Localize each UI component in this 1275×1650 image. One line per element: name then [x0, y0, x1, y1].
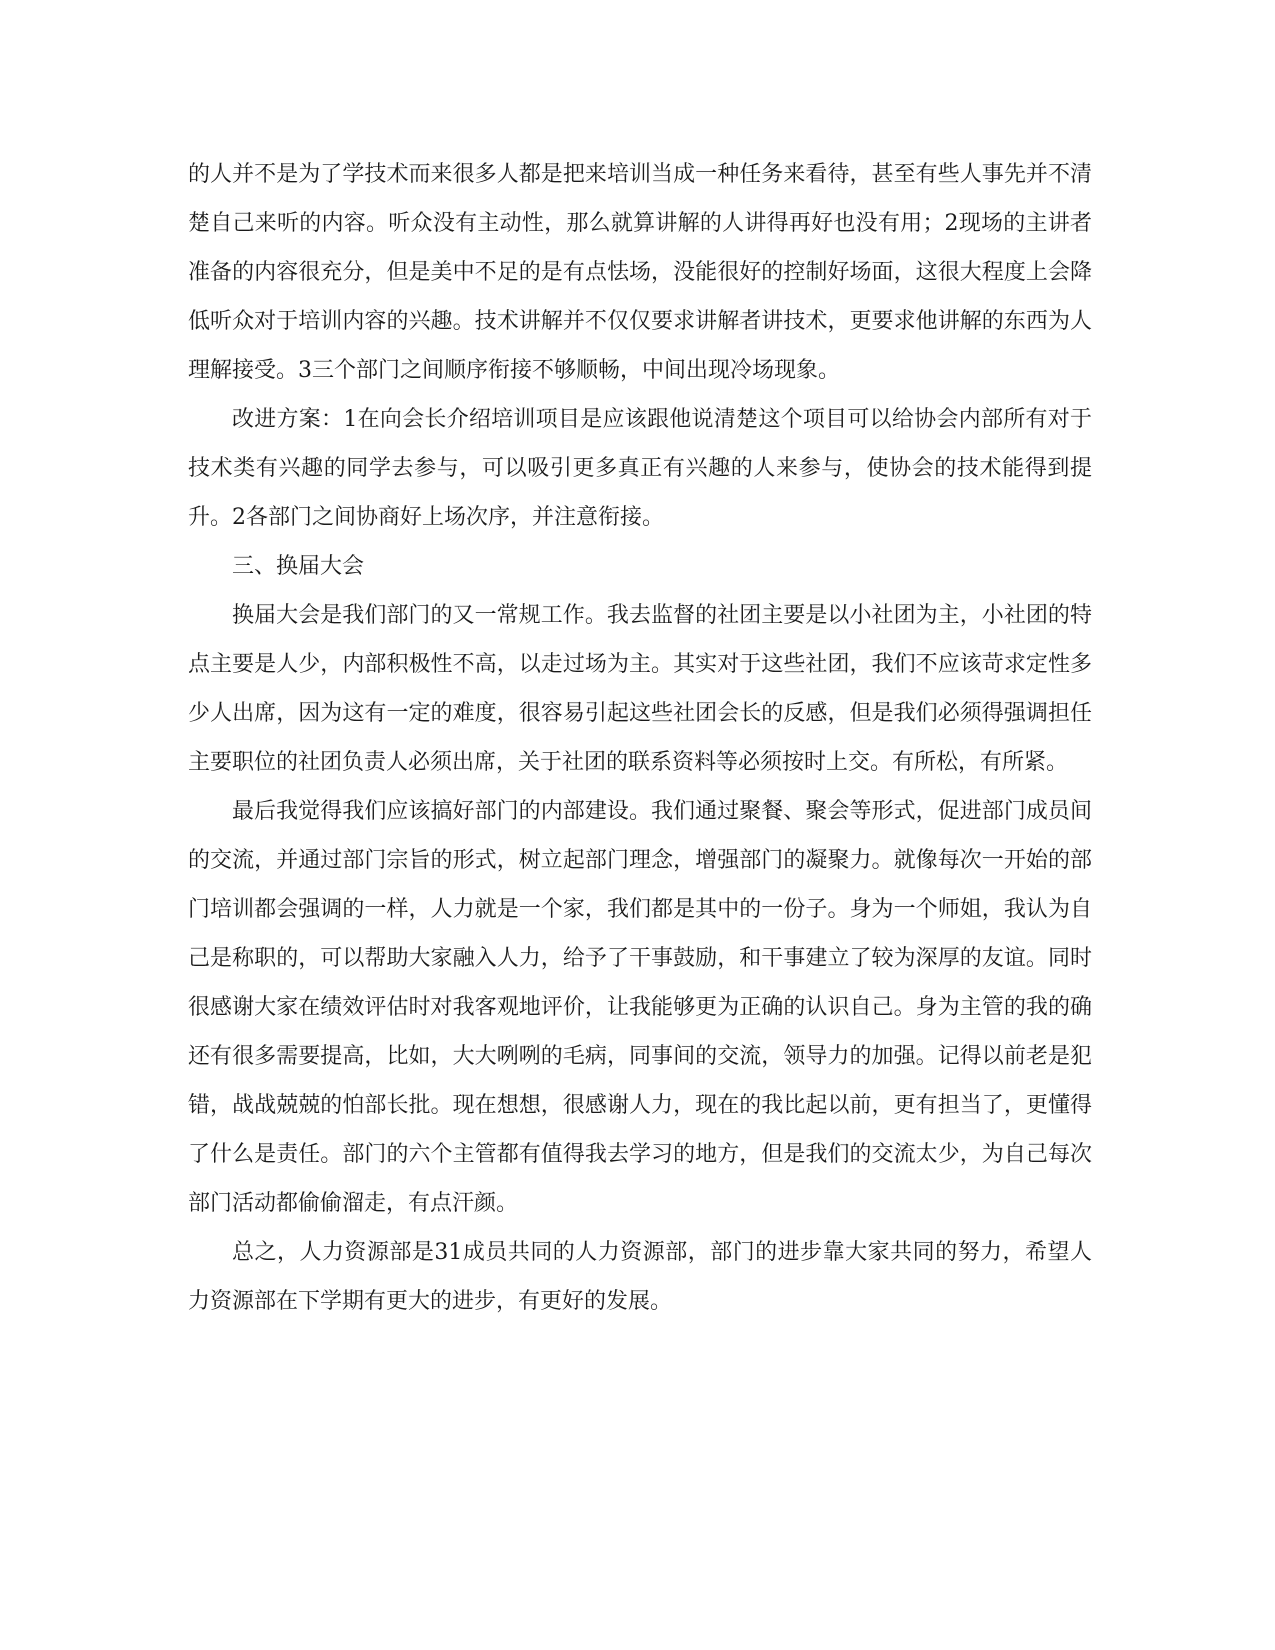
document-page	[188, 150, 1092, 1326]
paragraph-internal-building: 最后我觉得我们应该搞好部门的内部建设。我们通过聚餐、聚会等形式，促进部门成员间的交流，并通过部门宗旨的形式，树立起部门理念，增强部门的凝聚力。就像每次一开始的部门培训都会强调的一样，人力就是一个家，我们都是其中的一份子。身为一个师姐，我认为自己是称职的，可以帮助大家融入人力，给予了干事鼓励，和干事建立了较为深厚的友谊。同时很感谢大家在绩效评估时对我客观地评价，让我能够更为正确的认识自己。身为主管的我的确还有很多需要提高，比如，大大咧咧的毛病，同事间的交流，领导力的加强。记得以前老是犯错，战战兢兢的怕部长批。现在想想，很感谢人力，现在的我比起以前，更有担当了，更懂得了什么是责任。部门的六个主管都有值得我去学习的地方，但是我们的交流太少，为自己每次部门活动都偷偷溜走，有点汗颜。	[188, 799, 1092, 1216]
paragraph-election-meeting: 换届大会是我们部门的又一常规工作。我去监督的社团主要是以小社团为主，小社团的特点主要是人少，内部积极性不高，以走过场为主。其实对于这些社团，我们不应该苛求定性多少人出席，因为这有一定的难度，很容易引起这些社团会长的反感，但是我们必须得强调担任主要职位的社团负责人必须出席，关于社团的联系资料等必须按时上交。有所松，有所紧。	[188, 603, 1092, 775]
paragraph-conclusion: 总之，人力资源部是31成员共同的人力资源部，部门的进步靠大家共同的努力，希望人力资源部在下学期有更大的进步，有更好的发展。	[188, 1240, 1092, 1314]
paragraph-continuation: 的人并不是为了学技术而来很多人都是把来培训当成一种任务来看待，甚至有些人事先并不清楚自己来听的内容。听众没有主动性，那么就算讲解的人讲得再好也没有用；2现场的主讲者准备的内容很充分，但是美中不足的是有点怯场，没能很好的控制好场面，这很大程度上会降低听众对于培训内容的兴趣。技术讲解并不仅仅要求讲解者讲技术，更要求他讲解的东西为人理解接受。3三个部门之间顺序衔接不够顺畅，中间出现冷场现象。	[188, 162, 1092, 383]
paragraph-improvement-plan: 改进方案：1在向会长介绍培训项目是应该跟他说清楚这个项目可以给协会内部所有对于技术类有兴趣的同学去参与，可以吸引更多真正有兴趣的人来参与，使协会的技术能得到提升。2各部门之间协商好上场次序，并注意衔接。	[188, 407, 1092, 530]
section-heading: 三、换届大会	[232, 554, 365, 579]
